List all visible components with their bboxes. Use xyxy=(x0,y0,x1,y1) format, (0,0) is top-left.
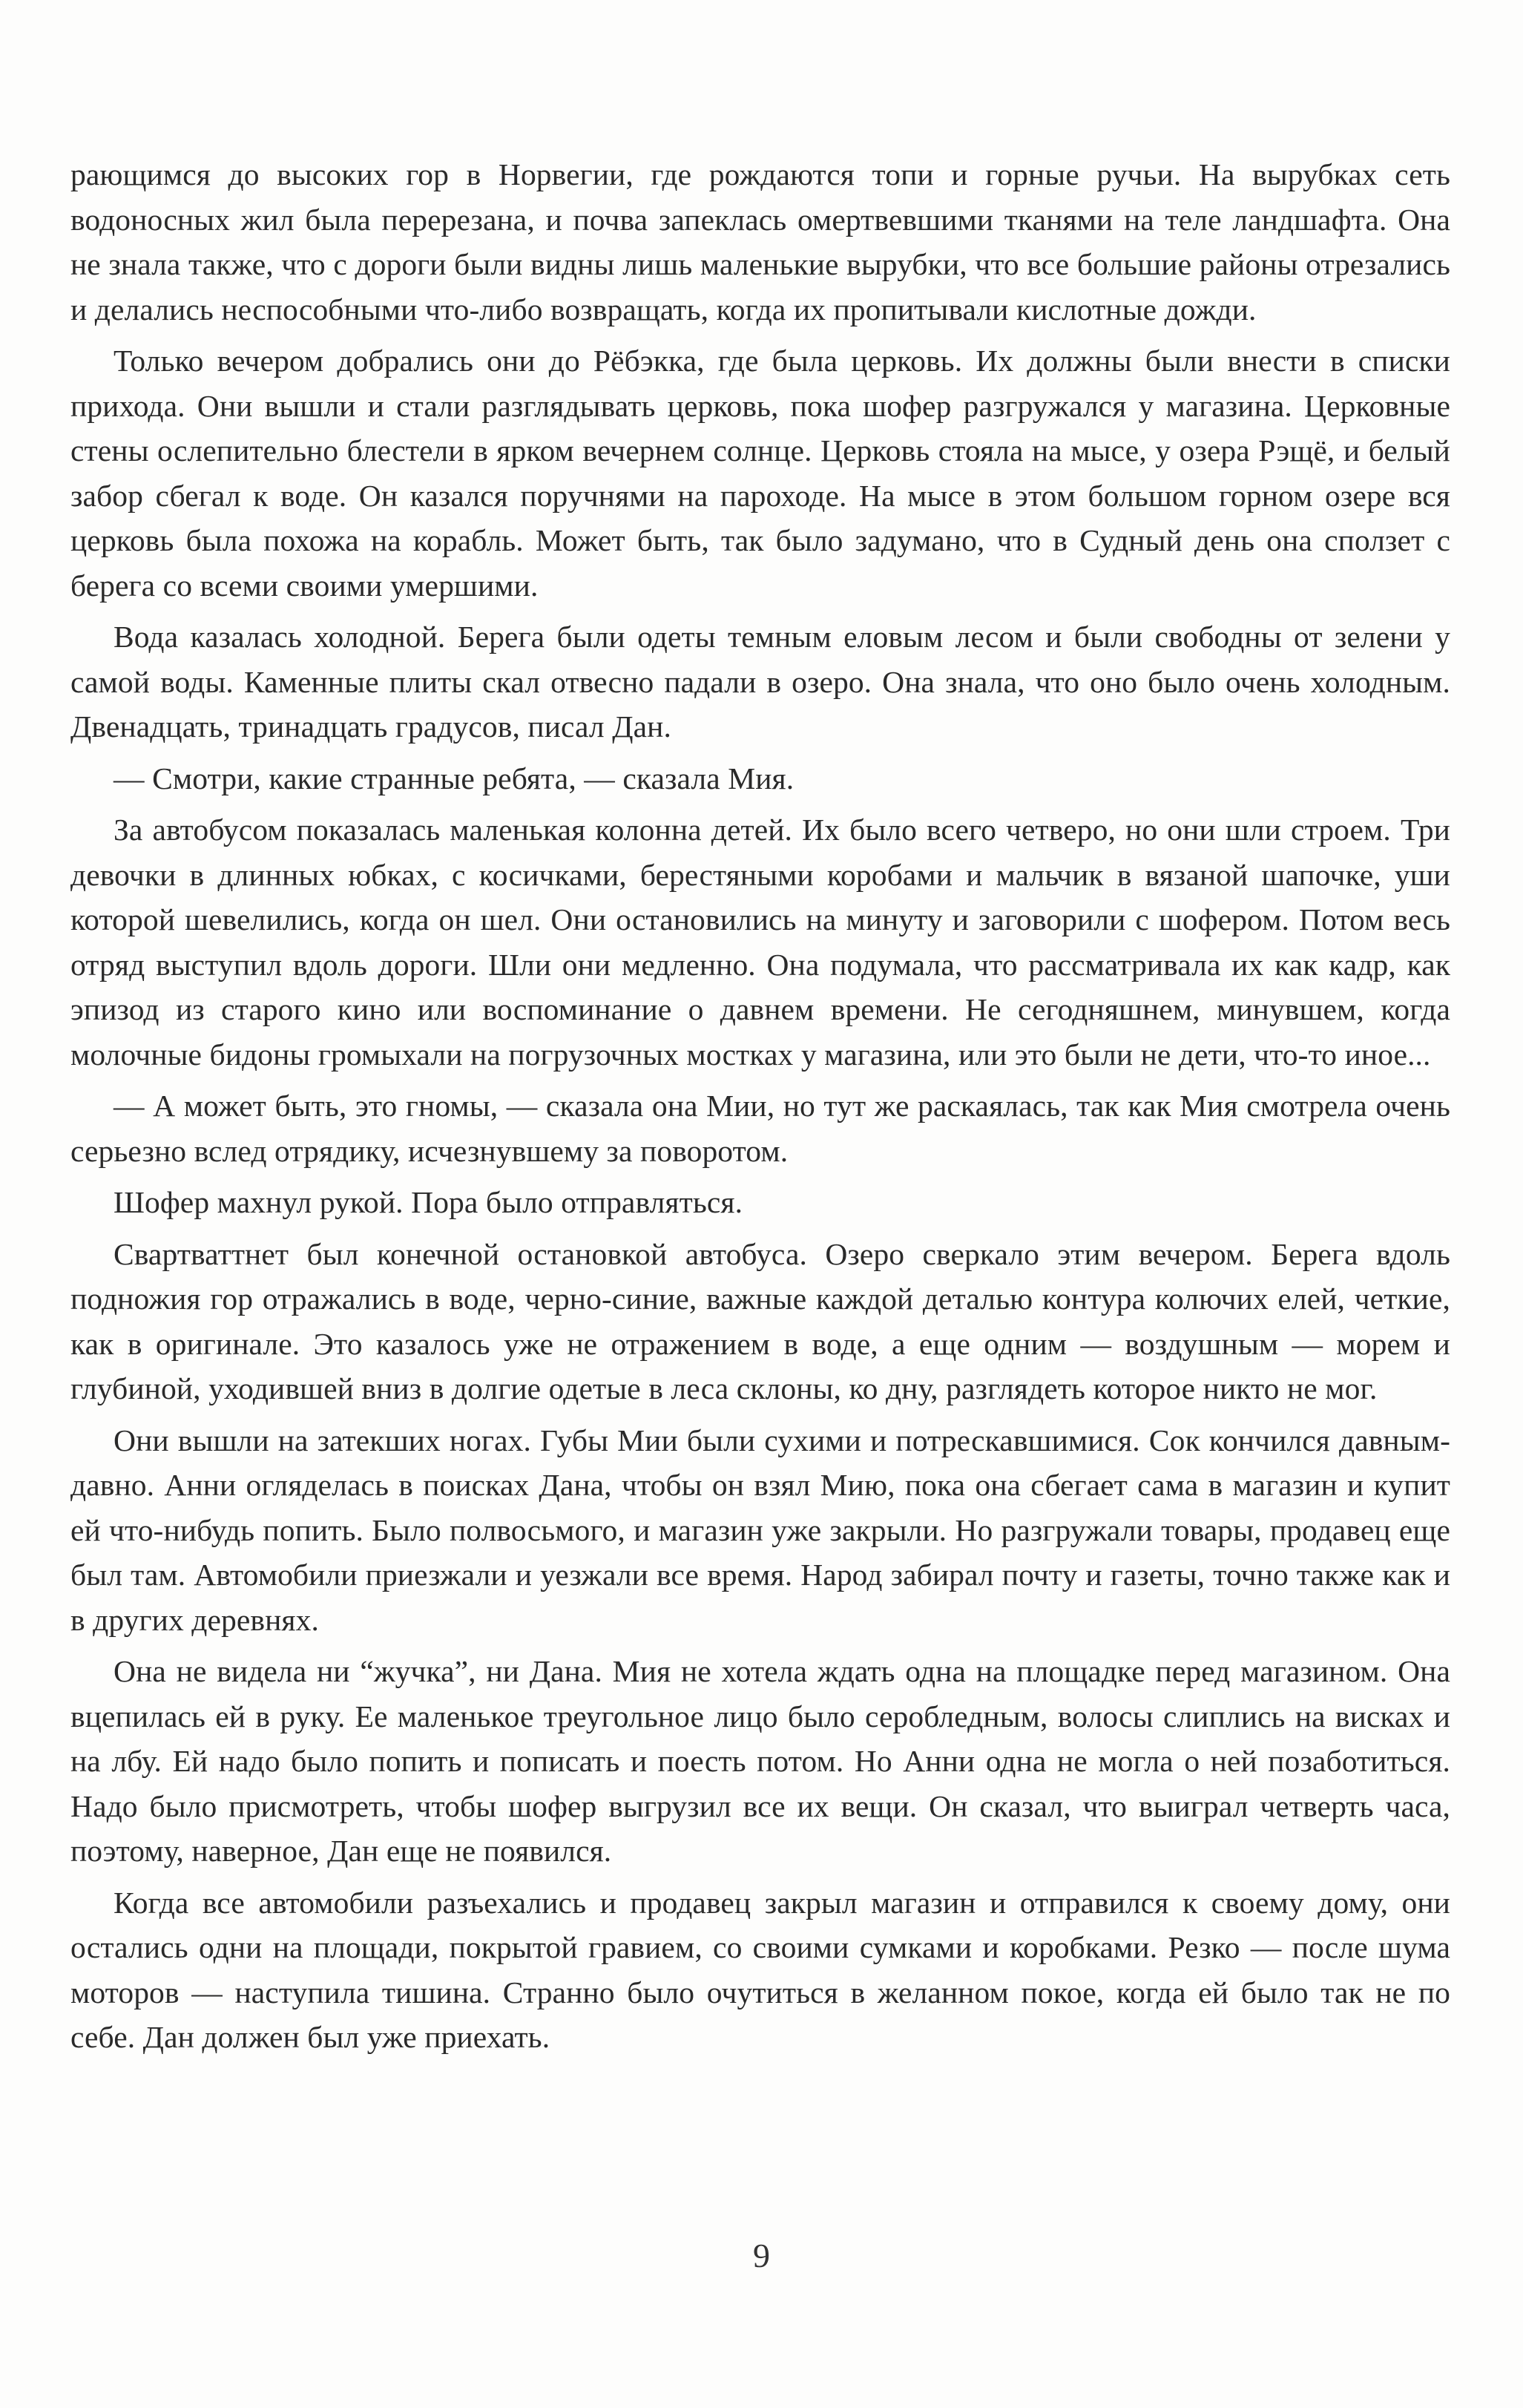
paragraph-11: Когда все автомобили разъехались и продавец закрыл магазин и отправился к своему дому, они остались одни на площади, покрытой гравием, со своими сумками и коробками. Резко — после шума моторов — наступила тишина. Странно было очутиться в желанном покое, когда ей было так не по себе. Дан должен был уже приехать. xyxy=(70,1885,1450,2054)
paragraph-8: Свартваттнет был конечной остановкой автобуса. Озеро сверкало этим вечером. Берега вдоль подножия гор отражались в воде, черно-синие, важные каждой деталью контура колючих елей, четкие, как в оригинале. Это казалось уже не отражением в воде, а еще одним — воздушным — морем и глубиной, уходившей вниз в долгие одетые в леса склоны, ко дну, разглядеть которое никто не мог. xyxy=(70,1236,1450,1405)
paragraph-5: За автобусом показалась маленькая колонна детей. Их было всего четверо, но они шли строем. Три девочки в длинных юбках, с косичками, берестяными коробами и мальчик в вязаной шапочке, уши которой шевелились, когда он шел. Они остановились на минуту и заговорили с шофером. Потом весь отряд выступил вдоль дороги. Шли они медленно. Она подумала, что рассматривала их как кадр, как эпизод из старого кино или воспоминание о давнем времени. Не сегодняшнем, минувшем, когда молочные бидоны громыхали на погрузочных мостках у магазина, или это были не дети, что-то иное... xyxy=(70,813,1450,1072)
paragraph-1: рающимся до высоких гор в Норвегии, где рождаются топи и горные ручьи. На вырубках сеть водоносных жил была перерезана, и почва запеклась омертвевшими тканями на теле ландшафта. Она не знала также, что с дороги были видны лишь маленькие вырубки, что все большие районы отрезались и делались неспособными что-либо возвращать, когда их пропитывали кислотные дожди. xyxy=(70,157,1450,327)
paragraph-3: Вода казалась холодной. Берега были одеты темным еловым лесом и были свободны от зелени у самой воды. Каменные плиты скал отвесно падали в озеро. Она знала, что оно было очень холодным. Двенадцать, тринадцать градусов, писал Дан. xyxy=(70,620,1450,744)
paragraph-9: Они вышли на затекших ногах. Губы Мии были сухими и потрескавшимися. Сок кончился давным-давно. Анни огляделась в поисках Дана, чтобы он взял Мию, пока она сбегает сама в магазин и купит ей что-нибудь попить. Было полвосьмого, и магазин уже закрыли. Но разгружали товары, продавец еще был там. Автомобили приезжали и уезжали все время. Народ забирал почту и газеты, точно также как и в других деревнях. xyxy=(70,1423,1450,1637)
paragraph-2: Только вечером добрались они до Рёбэкка, где была церковь. Их должны были внести в списки прихода. Они вышли и стали разглядывать церковь, пока шофер разгружался у магазина. Церковные стены ослепительно блестели в ярком вечернем солнце. Церковь стояла на мысе, у озера Рэщё, и белый забор сбегал к воде. Он казался поручнями на пароходе. На мысе в этом большом горном озере вся церковь была похожа на корабль. Может быть, так было задумано, что в Судный день она сползет с берега со всеми своими умершими. xyxy=(70,344,1450,603)
page-number: 9 xyxy=(753,2237,770,2274)
paragraph-4-dialogue: — Смотри, какие странные ребята, — сказала Мия. xyxy=(114,761,795,795)
paragraph-10: Она не видела ни “жучка”, ни Дана. Мия не хотела ждать одна на площадке перед магазином. Она вцепилась ей в руку. Ее маленькое треугольное лицо было серобледным, волосы слиплись на висках и на лбу. Ей надо было попить и пописать и поесть потом. Но Анни одна не могла о ней позаботиться. Надо было присмотреть, чтобы шофер выгрузил все их вещи. Он сказал, что выиграл четверть часа, поэтому, наверное, Дан еще не появился. xyxy=(70,1654,1450,1868)
paragraph-7: Шофер махнул рукой. Пора было отправляться. xyxy=(114,1185,743,1219)
body-text xyxy=(70,152,1450,2060)
paragraph-6-dialogue: — А может быть, это гномы, — сказала она Мии, но тут же раскаялась, так как Мия смотрела очень серьезно вслед отрядику, исчезнувшему за поворотом. xyxy=(70,1089,1450,1168)
